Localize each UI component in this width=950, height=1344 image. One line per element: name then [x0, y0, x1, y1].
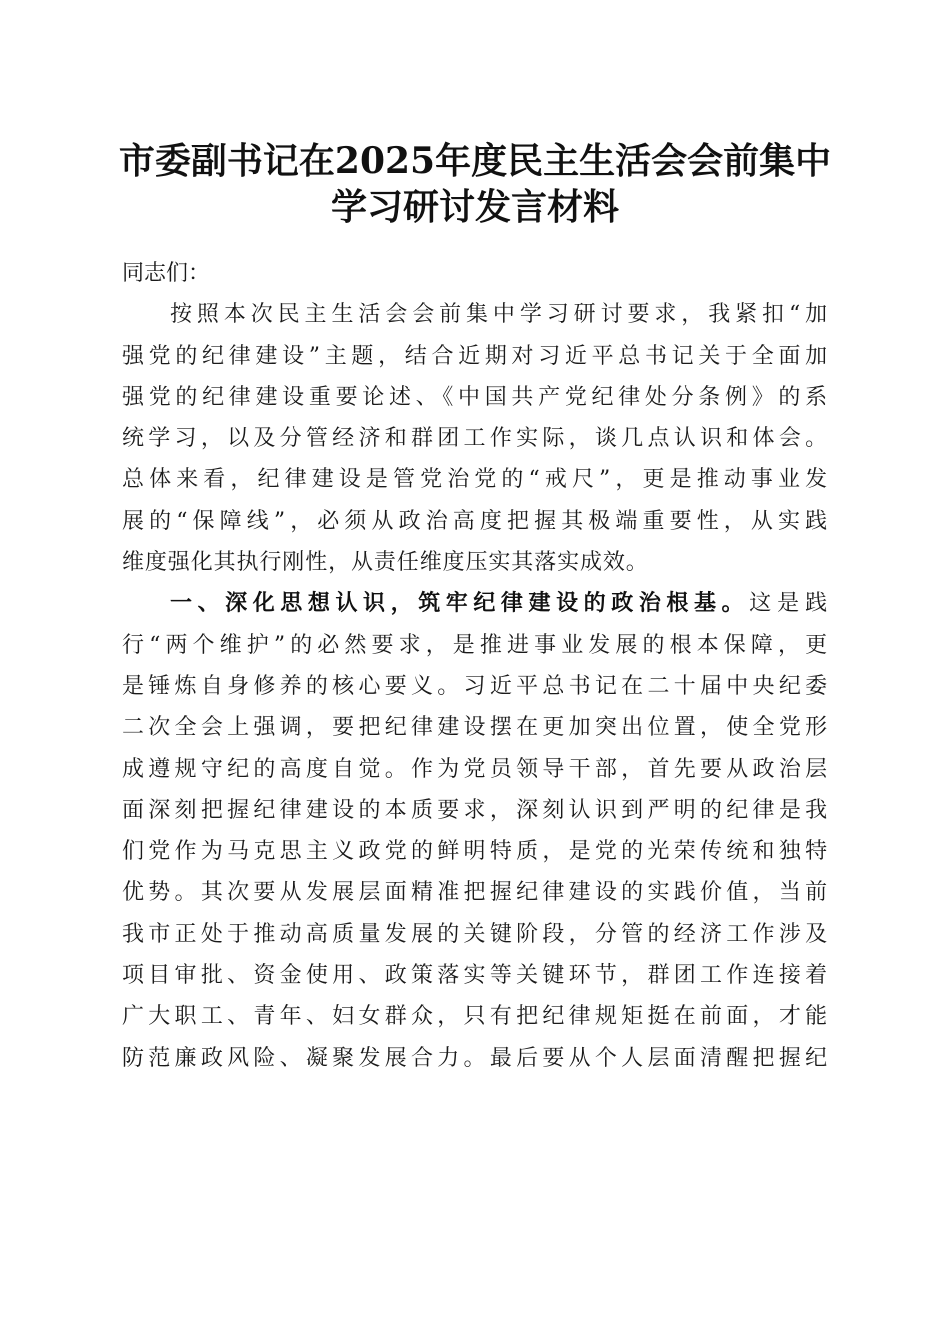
section-1-heading: 一、深化思想认识，筑牢纪律建设的政治根基。 — [170, 590, 750, 617]
section-1-line: 面深刻把握纪律建设的本质要求，深刻认识到严明的纪律是我 — [122, 797, 828, 823]
paragraph-1-line: 统学习，以及分管经济和群团工作实际，谈几点认识和体会。 — [122, 426, 828, 452]
paragraph-1-line: 按照本次民主生活会会前集中学习研讨要求，我紧扣“加 — [170, 302, 828, 328]
document-title — [60, 138, 890, 230]
section-1-line: 我市正处于推动高质量发展的关键阶段，分管的经济工作涉及 — [122, 921, 828, 947]
section-1-first-line-rest: 这是践 — [749, 591, 828, 617]
title-line-2: 学习研讨发言材料 — [330, 186, 619, 228]
paragraph-1-line: 强党的纪律建设”主题，结合近期对习近平总书记关于全面加 — [122, 343, 828, 369]
section-1-line: 二次全会上强调，要把纪律建设摆在更加突出位置，使全党形 — [122, 715, 828, 741]
paragraph-1-line: 展的“保障线”，必须从政治高度把握其极端重要性，从实践 — [122, 508, 828, 534]
section-1-line: 成遵规守纪的高度自觉。作为党员领导干部，首先要从政治层 — [122, 756, 828, 782]
section-1-line: 优势。其次要从发展层面精准把握纪律建设的实践价值，当前 — [122, 880, 828, 906]
section-1-line: 是锤炼自身修养的核心要义。习近平总书记在二十届中央纪委 — [122, 673, 828, 699]
section-1-line: 项目审批、资金使用、政策落实等关键环节，群团工作连接着 — [122, 963, 828, 989]
paragraph-1-line: 维度强化其执行刚性，从责任维度压实其落实成效。 — [122, 550, 649, 576]
section-1-line: 行“两个维护”的必然要求，是推进事业发展的根本保障，更 — [122, 632, 828, 658]
section-1-line: 防范廉政风险、凝聚发展合力。最后要从个人层面清醒把握纪 — [122, 1045, 828, 1071]
paragraph-1-line: 强党的纪律建设重要论述、《中国共产党纪律处分条例》的系 — [122, 384, 828, 410]
section-1-first-line — [122, 583, 828, 624]
section-1-line: 广大职工、青年、妇女群众，只有把纪律规矩挺在前面，才能 — [122, 1004, 828, 1030]
greeting: 同志们： — [122, 261, 211, 286]
paragraph-1-line: 总体来看，纪律建设是管党治党的“戒尺”，更是推动事业发 — [122, 467, 828, 493]
section-1-line: 们党作为马克思主义政党的鲜明特质，是党的光荣传统和独特 — [122, 839, 828, 865]
document-body — [122, 253, 828, 1079]
title-line-1: 市委副书记在2025年度民主生活会会前集中 — [118, 140, 832, 182]
